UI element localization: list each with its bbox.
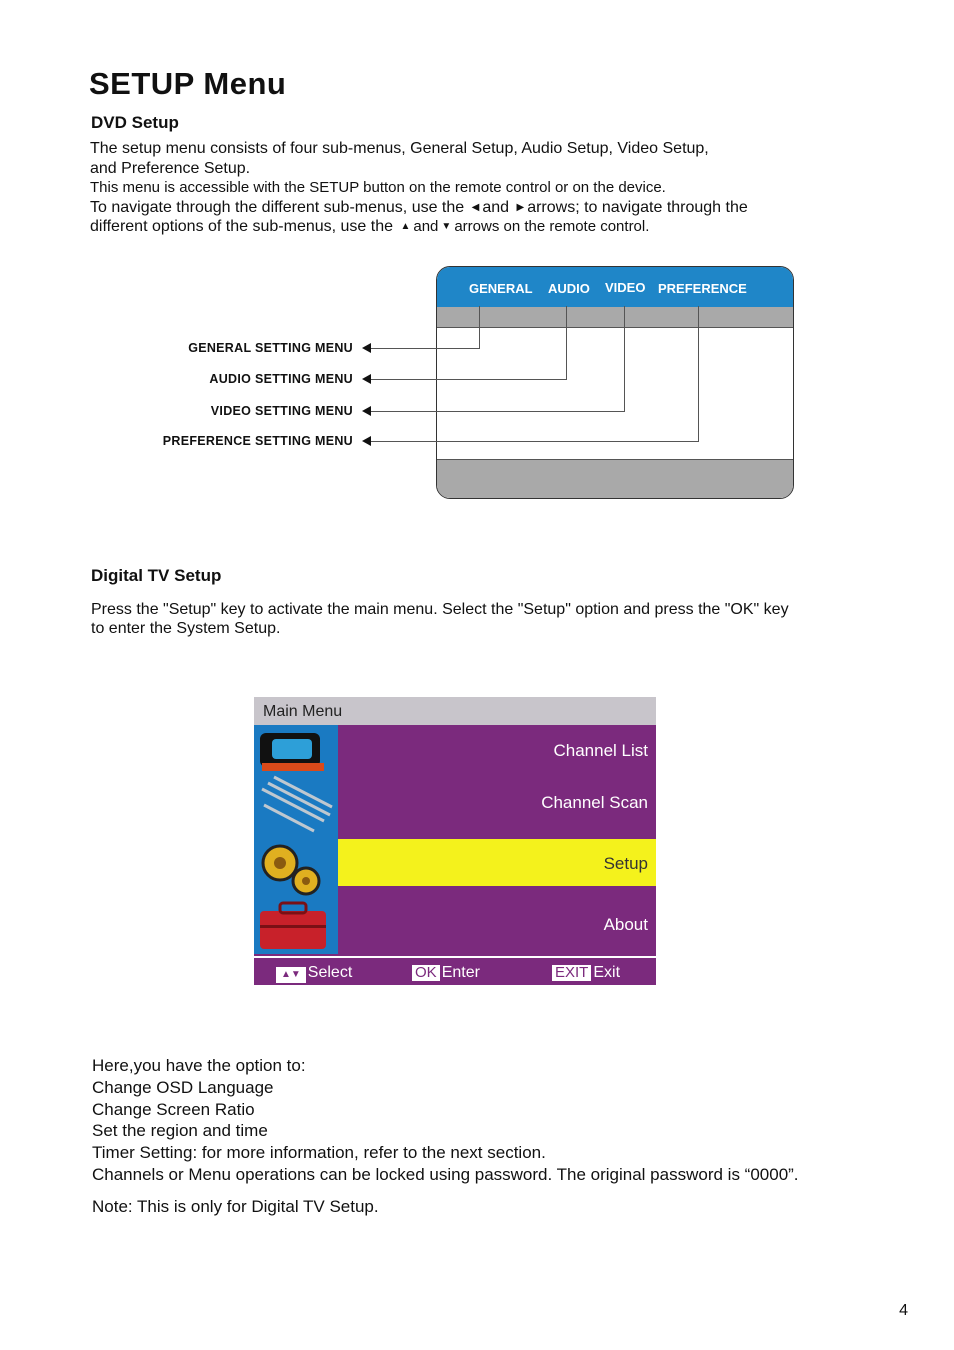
dvd-submenu-bar [437, 307, 793, 328]
dvd-text-line5c: arrows on the remote control. [454, 218, 650, 235]
dvd-text-line5 [90, 217, 649, 237]
pointer-arrow-icon [362, 436, 371, 446]
tab-general: GENERAL [469, 281, 533, 296]
dvd-bottom-bar [437, 459, 793, 498]
channel-list-icon [260, 733, 324, 771]
footer-exit [552, 964, 620, 982]
up-down-arrow-icon: ▲▼ [276, 967, 306, 983]
about-bag-icon [260, 903, 326, 949]
page-number: 4 [899, 1302, 908, 1319]
footer-select [276, 964, 352, 983]
pointer-arrow-icon [362, 343, 371, 353]
pointer-arrow-icon [362, 374, 371, 384]
connector-preference-vertical [698, 306, 699, 441]
main-menu-footer [254, 956, 656, 985]
dvd-text-line5b: and [413, 218, 439, 235]
dvd-text-line5a: different options of the sub-menus, use the [90, 218, 394, 235]
tab-audio: AUDIO [548, 281, 590, 296]
menu-item-channel-list[interactable]: Channel List [553, 741, 648, 760]
footer-select-label: Select [307, 964, 353, 981]
note-text: Note: This is only for Digital TV Setup. [92, 1197, 379, 1216]
dvd-tab-bar [437, 267, 793, 307]
connector-general-horizontal [370, 348, 480, 349]
footer-exit-label: Exit [593, 964, 621, 981]
footer-enter-label: Enter [441, 964, 480, 981]
up-arrow-icon: ▲ [400, 221, 411, 233]
left-arrow-icon: ◀ [471, 202, 480, 214]
connector-video-vertical [624, 306, 625, 411]
dvd-text-line4b: and [482, 199, 510, 216]
dvd-text-line4a: To navigate through the different sub-menus, use the [90, 199, 465, 216]
dvd-text-line4 [90, 198, 748, 218]
ok-key: OK [412, 965, 440, 981]
tab-video: VIDEO [605, 280, 646, 295]
option-item: Channels or Menu operations can be locked using password. The original password is “0000”. [92, 1165, 799, 1184]
main-menu-title-bar [254, 697, 656, 725]
menu-item-setup[interactable]: Setup [603, 854, 648, 873]
option-item: Change OSD Language [92, 1078, 274, 1097]
label-general-setting-menu: GENERAL SETTING MENU [188, 341, 353, 355]
connector-preference-horizontal [370, 441, 699, 442]
dtv-text-line2: to enter the System Setup. [91, 620, 281, 637]
right-arrow-icon: ▶ [516, 202, 525, 214]
menu-icons-strip [254, 725, 338, 954]
connector-general-vertical [479, 306, 480, 348]
main-menu-icon-column [254, 725, 338, 954]
option-item: Timer Setting: for more information, refer to the next section. [92, 1143, 546, 1162]
label-audio-setting-menu: AUDIO SETTING MENU [209, 372, 353, 386]
connector-video-horizontal [370, 411, 625, 412]
dvd-setup-heading: DVD Setup [91, 113, 179, 132]
digital-tv-setup-heading: Digital TV Setup [91, 566, 222, 585]
dvd-text-line1: The setup menu consists of four sub-menus, General Setup, Audio Setup, Video Setup, [90, 140, 709, 157]
connector-audio-horizontal [370, 379, 567, 380]
dtv-text-line1: Press the "Setup" key to activate the main menu. Select the "Setup" option and press the "OK" key [91, 601, 789, 618]
menu-item-about[interactable]: About [603, 915, 648, 934]
label-preference-setting-menu: PREFERENCE SETTING MENU [162, 434, 353, 448]
dvd-text-line2: and Preference Setup. [90, 160, 251, 177]
channel-scan-icon [262, 777, 332, 831]
page-title: SETUP Menu [89, 66, 287, 101]
exit-key: EXIT [552, 965, 591, 981]
setup-gears-icon [263, 846, 319, 894]
option-item: Set the region and time [92, 1121, 268, 1140]
options-intro: Here,you have the option to: [92, 1056, 306, 1075]
dvd-text-line4c: arrows; to navigate through the [527, 199, 748, 216]
tab-preference: PREFERENCE [658, 281, 747, 296]
dvd-setup-screen-diagram [436, 266, 794, 499]
dvd-text-line3: This menu is accessible with the SETUP button on the remote control or on the device. [90, 179, 666, 196]
label-video-setting-menu: VIDEO SETTING MENU [210, 404, 353, 418]
main-menu-screen [254, 697, 656, 985]
down-arrow-icon: ▼ [441, 221, 452, 233]
footer-enter [412, 964, 480, 982]
connector-audio-vertical [566, 306, 567, 379]
menu-item-channel-scan[interactable]: Channel Scan [541, 793, 648, 812]
option-item: Change Screen Ratio [92, 1100, 255, 1119]
pointer-arrow-icon [362, 406, 371, 416]
main-menu-title: Main Menu [263, 703, 343, 720]
